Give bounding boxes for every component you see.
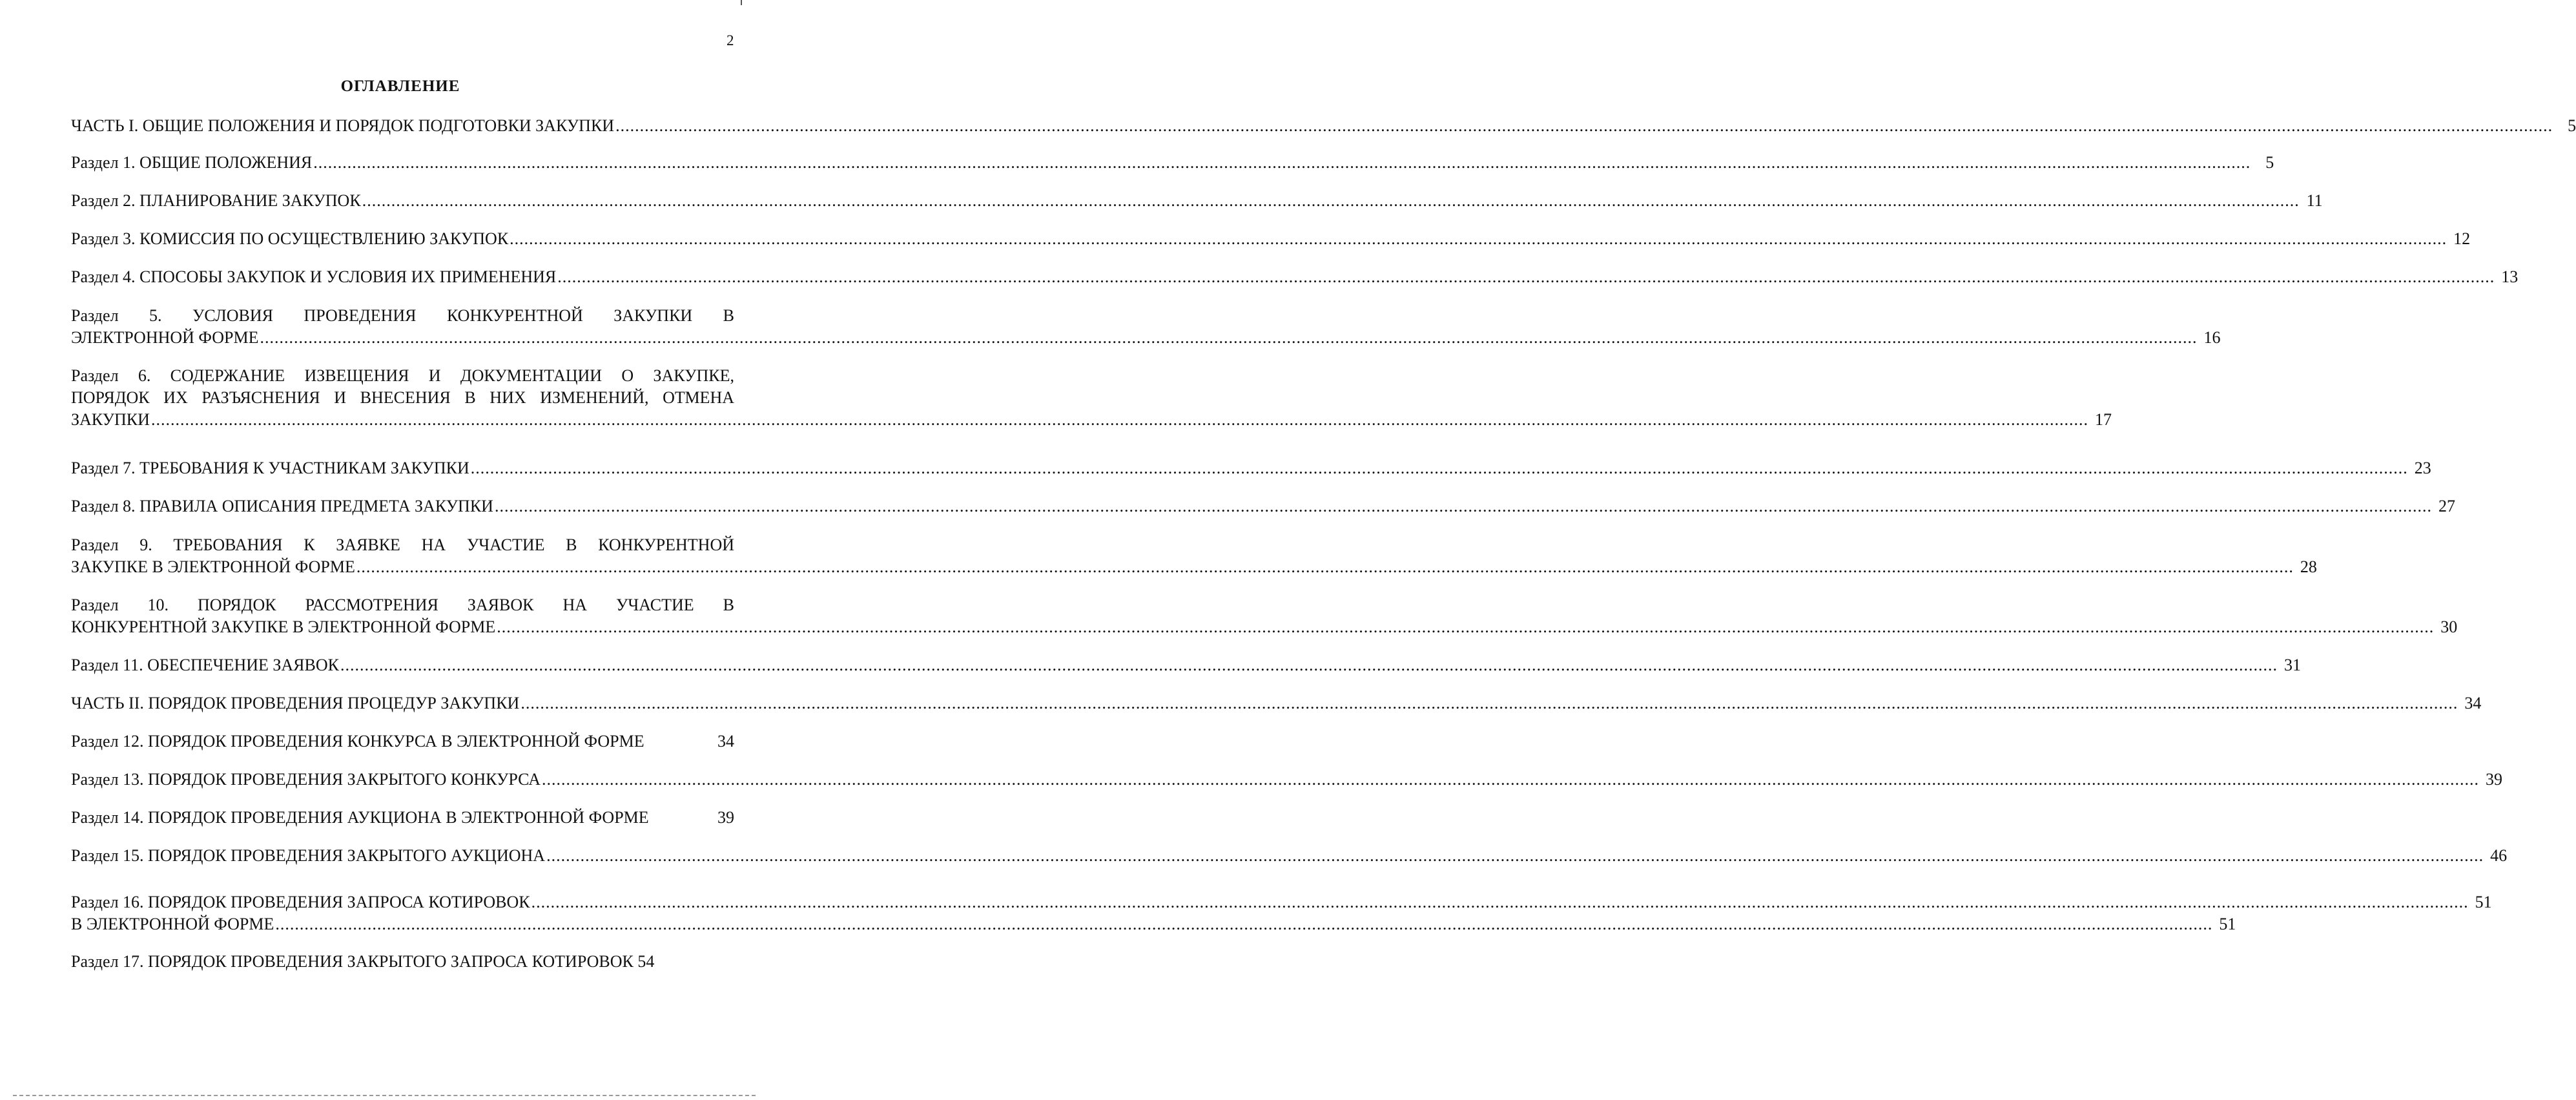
scan-edge-line	[13, 1095, 756, 1096]
toc-entry-text: Раздел 4. СПОСОБЫ ЗАКУПОК И УСЛОВИЯ ИХ ПРИМЕНЕНИЯ	[71, 267, 557, 286]
dot-leader: ................................................................................................................................................................................................................................................................................................................................................................................................................	[275, 915, 2213, 933]
toc-entry-section-11[interactable]	[71, 654, 2301, 676]
toc-entry-page: 30	[2440, 617, 2458, 636]
toc-entry-text: Раздел 11. ОБЕСПЕЧЕНИЕ ЗАЯВОК	[71, 656, 339, 674]
toc-entry-page: 34	[717, 732, 734, 751]
toc-entry-part-2[interactable]	[71, 692, 2482, 714]
dot-leader: ................................................................................................................................................................................................................................................................................................................................................................................................................	[615, 116, 2553, 135]
dot-leader: ................................................................................................................................................................................................................................................................................................................................................................................................................	[557, 267, 2495, 286]
toc-entry-text: ЧАСТЬ I. ОБЩИЕ ПОЛОЖЕНИЯ И ПОРЯДОК ПОДГОТОВКИ ЗАКУПКИ	[71, 116, 615, 135]
toc-entry-text-line1: Раздел 6. СОДЕРЖАНИЕ ИЗВЕЩЕНИЯ И ДОКУМЕНТАЦИИ О ЗАКУПКЕ,	[71, 366, 734, 385]
dot-leader: ................................................................................................................................................................................................................................................................................................................................................................................................................	[531, 893, 2469, 911]
toc-entry-section-9[interactable]	[71, 534, 2317, 578]
toc-entry-page: 39	[717, 808, 734, 827]
dot-leader: ................................................................................................................................................................................................................................................................................................................................................................................................................	[542, 770, 2480, 789]
toc-entry-page: 28	[2300, 557, 2317, 576]
toc-entry-page: 23	[2414, 459, 2431, 477]
dot-leader: ................................................................................................................................................................................................................................................................................................................................................................................................................	[362, 191, 2300, 210]
toc-entry-page: 46	[2490, 846, 2508, 865]
dot-leader: ................................................................................................................................................................................................................................................................................................................................................................................................................	[340, 656, 2278, 674]
toc-entry-section-12[interactable]	[71, 731, 734, 752]
toc-entry-section-5[interactable]	[71, 305, 2221, 349]
toc-entry-part-1[interactable]	[71, 115, 2576, 137]
toc-entry-text-line2: ПОРЯДОК ИХ РАЗЪЯСНЕНИЯ И ВНЕСЕНИЯ В НИХ ИЗМЕНЕНИЙ, ОТМЕНА	[71, 388, 734, 407]
toc-entry-section-1[interactable]	[71, 152, 2274, 174]
toc-entry-text: Раздел 3. КОМИССИЯ ПО ОСУЩЕСТВЛЕНИЮ ЗАКУПОК	[71, 229, 509, 248]
toc-entry-section-17[interactable]	[71, 951, 734, 973]
dot-leader: ................................................................................................................................................................................................................................................................................................................................................................................................................	[260, 328, 2198, 347]
toc-entry-page: 27	[2438, 497, 2455, 515]
page-number: 2	[726, 32, 734, 48]
dot-leader: ................................................................................................................................................................................................................................................................................................................................................................................................................	[520, 694, 2458, 712]
scan-mark	[741, 0, 742, 5]
toc-entry-text: ЧАСТЬ II. ПОРЯДОК ПРОВЕДЕНИЯ ПРОЦЕДУР ЗАКУПКИ	[71, 694, 520, 712]
toc-entry-text-line2: ЗАКУПКЕ В ЭЛЕКТРОННОЙ ФОРМЕ	[71, 557, 355, 576]
toc-entry-text-line2: ЭЛЕКТРОННОЙ ФОРМЕ	[71, 328, 259, 347]
dot-leader: ................................................................................................................................................................................................................................................................................................................................................................................................................	[470, 459, 2408, 477]
toc-entry-text-line2: КОНКУРЕНТНОЙ ЗАКУПКЕ В ЭЛЕКТРОННОЙ ФОРМЕ	[71, 617, 496, 636]
toc-entry-page: 16	[2203, 328, 2221, 347]
dot-leader: ................................................................................................................................................................................................................................................................................................................................................................................................................	[494, 497, 2432, 515]
toc-entry-text: Раздел 1. ОБЩИЕ ПОЛОЖЕНИЯ	[71, 153, 313, 172]
toc-entry-text: Раздел 14. ПОРЯДОК ПРОВЕДЕНИЯ АУКЦИОНА В ЭЛЕКТРОННОЙ ФОРМЕ	[71, 808, 649, 827]
toc-entry-section-4[interactable]	[71, 266, 2519, 288]
toc-entry-text: Раздел 7. ТРЕБОВАНИЯ К УЧАСТНИКАМ ЗАКУПКИ	[71, 459, 469, 477]
toc-entry-section-10[interactable]	[71, 594, 2458, 638]
toc-entry-page: 54	[637, 952, 655, 971]
toc-entry-text-line1: Раздел 16. ПОРЯДОК ПРОВЕДЕНИЯ ЗАПРОСА КОТИРОВОК	[71, 893, 530, 911]
toc-entry-text: Раздел 2. ПЛАНИРОВАНИЕ ЗАКУПОК	[71, 191, 361, 210]
toc-entry-section-2[interactable]	[71, 190, 2323, 212]
dot-leader: ................................................................................................................................................................................................................................................................................................................................................................................................................	[150, 410, 2088, 429]
toc-entry-page: 12	[2453, 229, 2471, 248]
dot-leader: ................................................................................................................................................................................................................................................................................................................................................................................................................	[510, 229, 2447, 248]
toc-entry-text-line2: В ЭЛЕКТРОННОЙ ФОРМЕ	[71, 915, 274, 933]
toc-entry-text: Раздел 17. ПОРЯДОК ПРОВЕДЕНИЯ ЗАКРЫТОГО ЗАПРОСА КОТИРОВОК	[71, 952, 634, 971]
toc-entry-section-3[interactable]	[71, 228, 2471, 250]
toc-entry-text-line1: Раздел 9. ТРЕБОВАНИЯ К ЗАЯВКЕ НА УЧАСТИЕ В КОНКУРЕНТНОЙ	[71, 535, 734, 554]
toc-entry-text: Раздел 15. ПОРЯДОК ПРОВЕДЕНИЯ ЗАКРЫТОГО АУКЦИОНА	[71, 846, 546, 865]
toc-entry-text-line1: Раздел 10. ПОРЯДОК РАССМОТРЕНИЯ ЗАЯВОК НА УЧАСТИЕ В	[71, 596, 734, 614]
toc-entry-page: 17	[2094, 410, 2112, 429]
toc-entry-page: 31	[2283, 656, 2301, 674]
toc-entry-page: 51	[2475, 893, 2492, 911]
toc-entry-section-6[interactable]	[71, 365, 2112, 431]
toc-entry-page: 11	[2306, 191, 2323, 210]
toc-entry-section-7[interactable]	[71, 457, 2431, 479]
toc-entry-page: 5	[2265, 153, 2274, 172]
toc-entry-text: Раздел 13. ПОРЯДОК ПРОВЕДЕНИЯ ЗАКРЫТОГО КОНКУРСА	[71, 770, 541, 789]
toc-entry-text-line3: ЗАКУПКИ	[71, 410, 150, 429]
dot-leader: ................................................................................................................................................................................................................................................................................................................................................................................................................	[356, 557, 2294, 576]
toc-title: ОГЛАВЛЕНИЕ	[340, 78, 460, 95]
toc-entry-section-14[interactable]	[71, 807, 734, 829]
toc-entry-page: 39	[2486, 770, 2503, 789]
dot-leader: ................................................................................................................................................................................................................................................................................................................................................................................................................	[313, 153, 2251, 172]
dot-leader: ................................................................................................................................................................................................................................................................................................................................................................................................................	[546, 846, 2484, 865]
toc-entry-text: Раздел 12. ПОРЯДОК ПРОВЕДЕНИЯ КОНКУРСА В ЭЛЕКТРОННОЙ ФОРМЕ	[71, 732, 644, 751]
toc-entry-section-13[interactable]	[71, 769, 2503, 791]
toc-entry-section-15[interactable]	[71, 845, 2508, 867]
toc-entry-page: 13	[2501, 267, 2519, 286]
toc-entry-page: 34	[2464, 694, 2482, 712]
toc-entry-text: Раздел 8. ПРАВИЛА ОПИСАНИЯ ПРЕДМЕТА ЗАКУПКИ	[71, 497, 493, 515]
dot-leader: ................................................................................................................................................................................................................................................................................................................................................................................................................	[497, 617, 2435, 636]
toc-entry-page: 51	[2219, 915, 2236, 933]
toc-entry-section-8[interactable]	[71, 495, 2455, 517]
toc-entry-text-line1: Раздел 5. УСЛОВИЯ ПРОВЕДЕНИЯ КОНКУРЕНТНОЙ ЗАКУПКИ В	[71, 306, 734, 325]
toc-entry-page: 5	[2568, 116, 2576, 135]
toc-entry-section-16[interactable]	[71, 891, 2492, 935]
